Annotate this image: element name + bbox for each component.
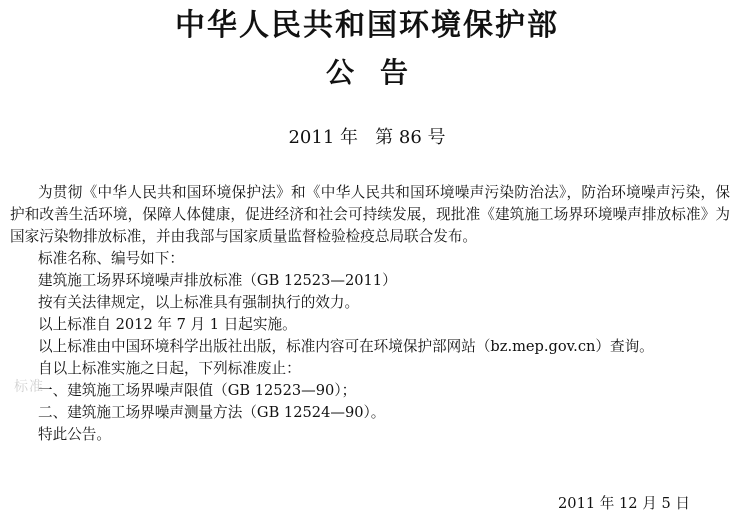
faint-margin-mark: 标准 [14, 379, 44, 395]
repealed-standard-2: 二、建筑施工场界噪声测量方法（GB 12524—90）。 [38, 404, 386, 421]
standard-list-heading: 标准名称、编号如下： [38, 250, 184, 267]
publication-line: 以上标准由中国环境科学出版社出版，标准内容可在环境保护部网站（bz.mep.gov.cn）查询。 [38, 338, 654, 355]
effective-date-line: 以上标准自 2012 年 7 月 1 日起实施。 [38, 316, 297, 333]
repealed-standard-1: 一、建筑施工场界噪声限值（GB 12523—90）； [38, 382, 357, 399]
document-number: 2011 年 第 86 号 [288, 127, 446, 148]
agency-title: 中华人民共和国环境保护部 [175, 8, 559, 43]
legal-effect-line: 按有关法律规定，以上标准具有强制执行的效力。 [38, 294, 360, 311]
announcement-body [10, 182, 730, 446]
issue-date: 2011 年 12 月 5 日 [558, 495, 690, 512]
intro-paragraph: 为贯彻《中华人民共和国环境保护法》和《中华人民共和国环境噪声污染防治法》，防治环境噪声污染，保护和改善生活环境，保障人体健康，促进经济和社会可持续发展，现批准《建筑施工场界环境噪声排放标准》为国家污染物排放标准，并由我部与国家质量监督检验检疫总局联合发布。 [10, 184, 730, 245]
closing-line: 特此公告。 [38, 426, 111, 443]
standard-name-line: 建筑施工场界环境噪声排放标准（GB 12523—2011） [38, 272, 397, 289]
repeal-heading-line: 自以上标准实施之日起，下列标准废止： [38, 360, 301, 377]
document-type-heading: 公告 [325, 56, 434, 89]
